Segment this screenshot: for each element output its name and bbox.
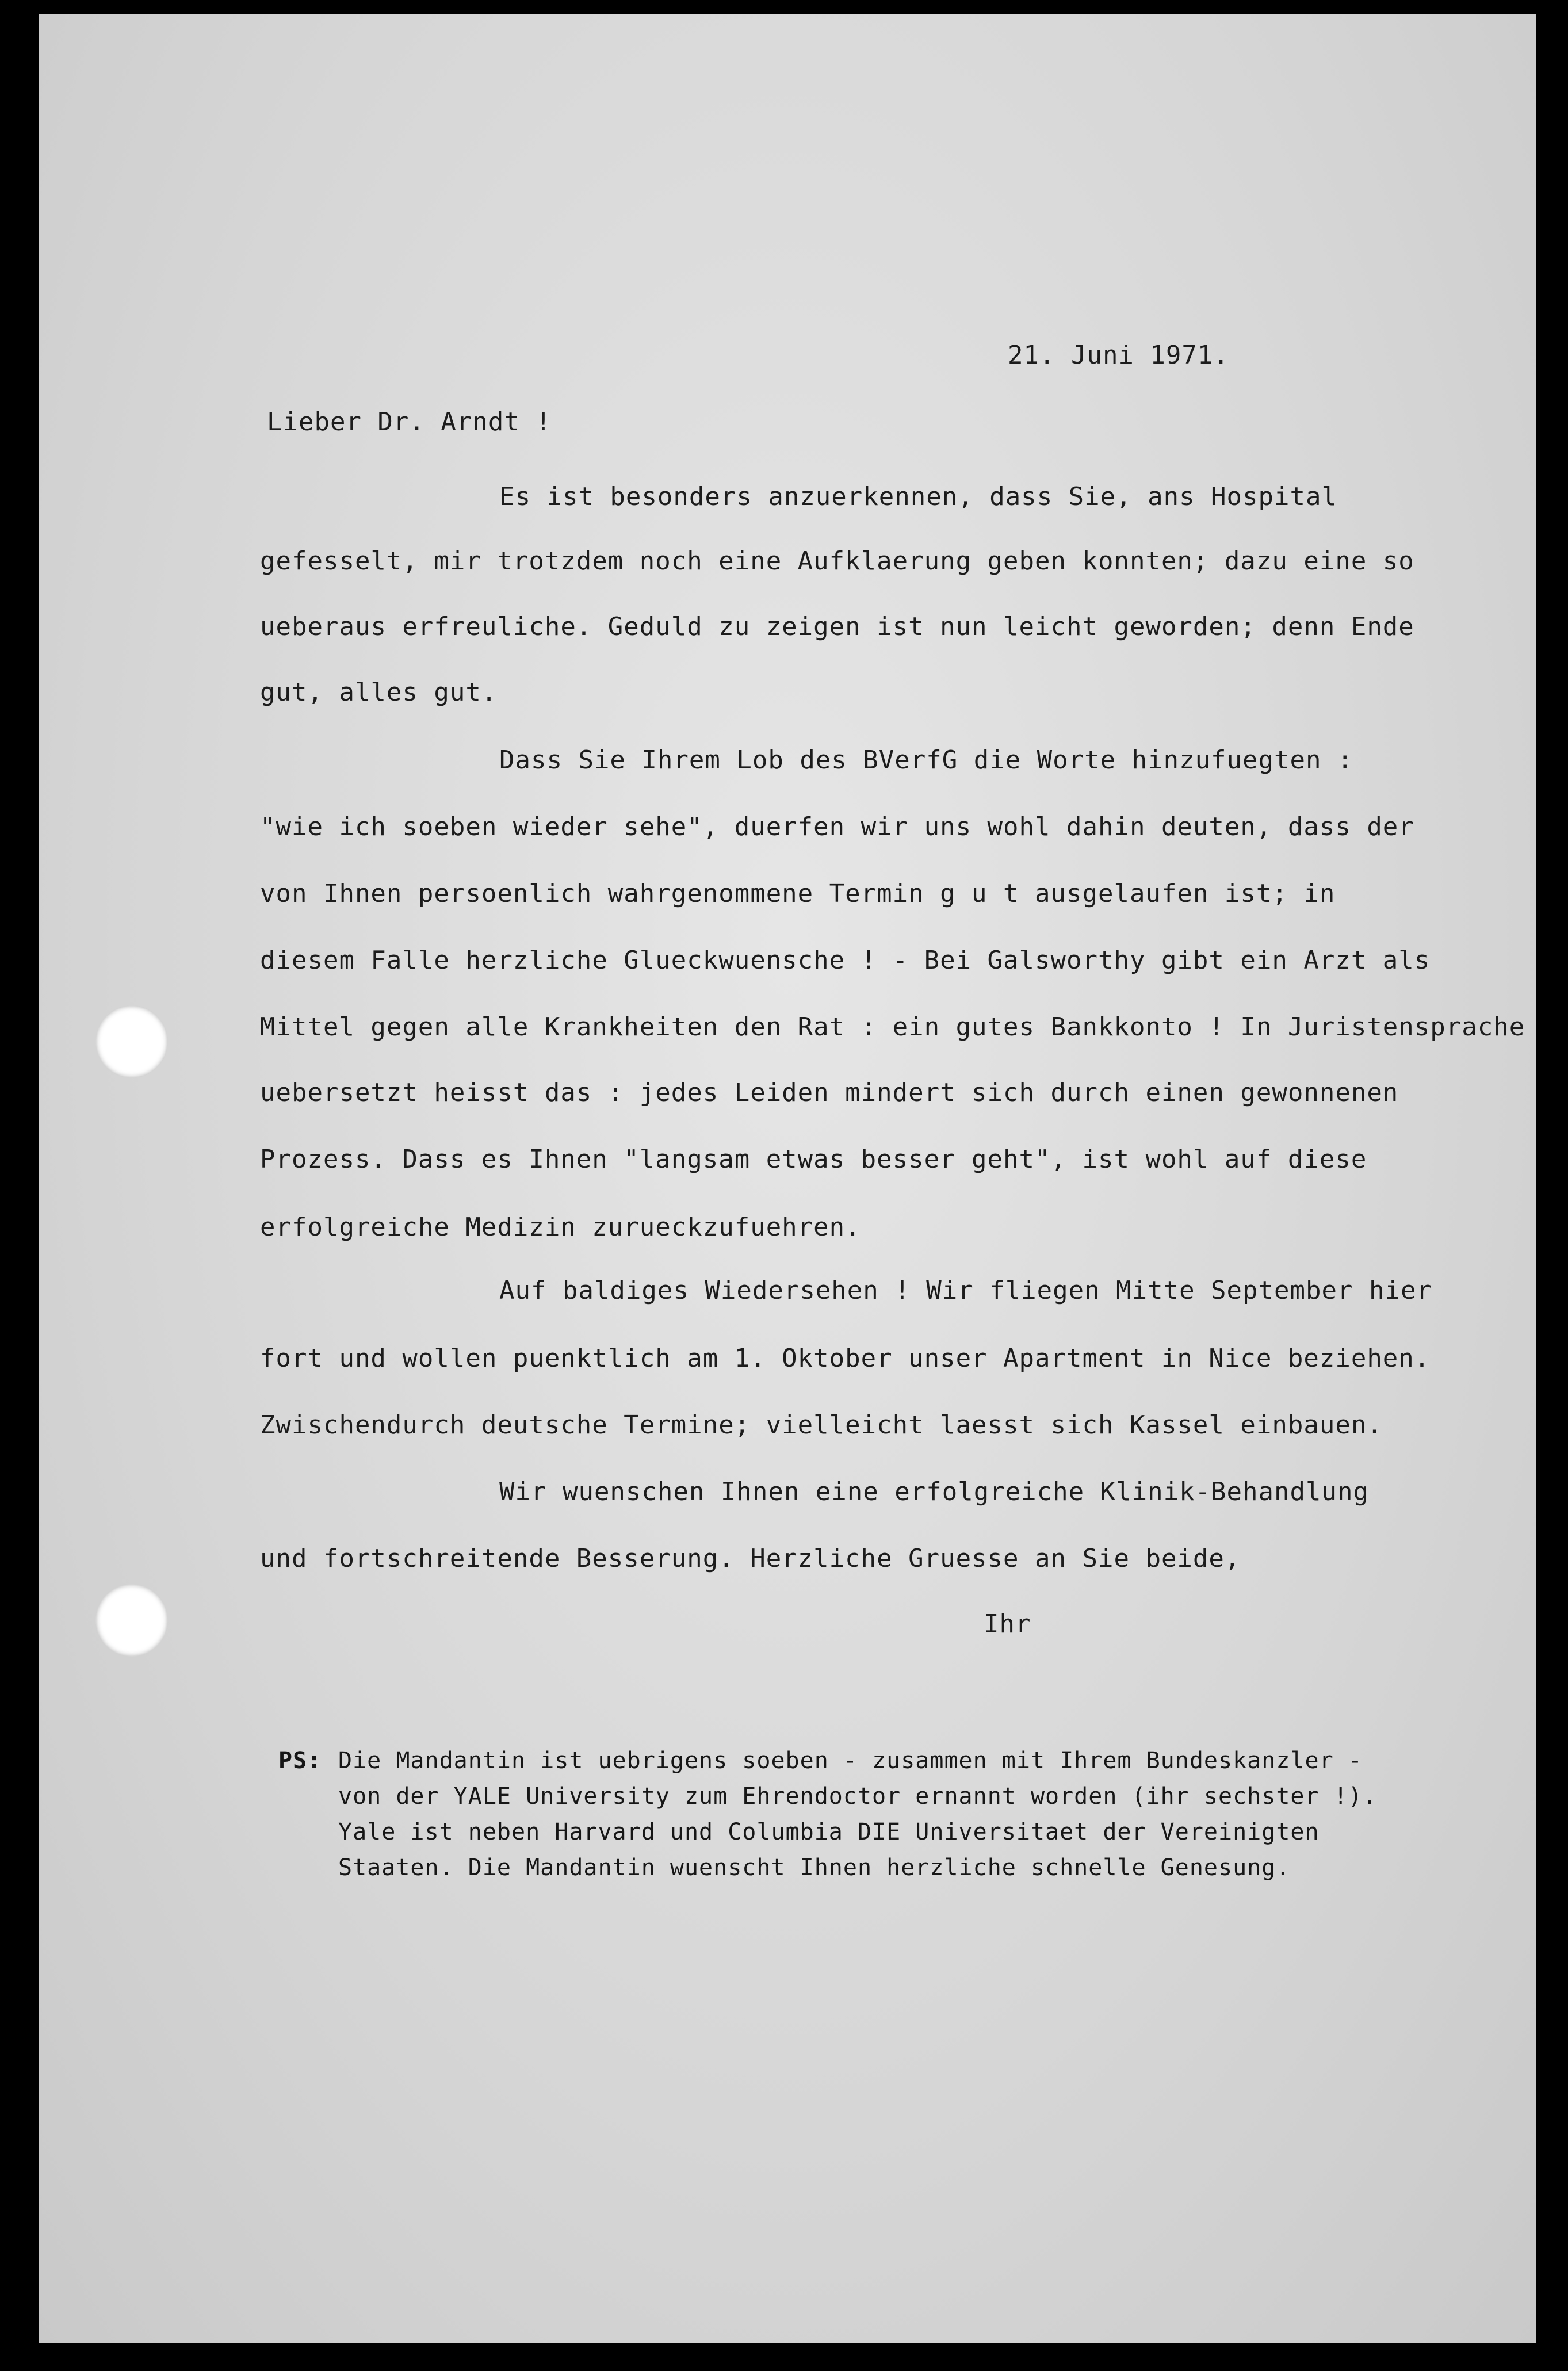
postscript-line: Yale ist neben Harvard und Columbia DIE Universitaet der Vereinigten [338, 1819, 1320, 1845]
paragraph-2-line: Mittel gegen alle Krankheiten den Rat : ein gutes Bankkonto ! In Juristensprache [260, 1012, 1525, 1042]
paragraph-1-line: gefesselt, mir trotzdem noch eine Aufklaerung geben konnten; dazu eine so [260, 546, 1414, 576]
paragraph-2-line: diesem Falle herzliche Glueckwuensche ! - Bei Galsworthy gibt ein Arzt als [260, 946, 1431, 975]
paragraph-4-line: Wir wuenschen Ihnen eine erfolgreiche Klinik-Behandlung [499, 1477, 1369, 1506]
paragraph-4-line: und fortschreitende Besserung. Herzliche Gruesse an Sie beide, [260, 1544, 1241, 1573]
paragraph-2-line: Dass Sie Ihrem Lob des BVerfG die Worte hinzufuegten : [499, 745, 1353, 775]
paragraph-3-line: fort und wollen puenktlich am 1. Oktober unser Apartment in Nice beziehen. [260, 1344, 1431, 1373]
punch-hole [95, 1584, 168, 1657]
postscript-line: Die Mandantin ist uebrigens soeben - zusammen mit Ihrem Bundeskanzler - [338, 1747, 1363, 1774]
letter-page [39, 14, 1536, 2343]
postscript-label: PS: [278, 1747, 322, 1774]
paragraph-3-line: Auf baldiges Wiedersehen ! Wir fliegen Mitte September hier [499, 1276, 1432, 1305]
paragraph-1-line: ueberaus erfreuliche. Geduld zu zeigen ist nun leicht geworden; denn Ende [260, 612, 1414, 641]
paragraph-1-line: Es ist besonders anzuerkennen, dass Sie, ans Hospital [499, 482, 1337, 511]
paragraph-1-line: gut, alles gut. [260, 678, 498, 707]
paragraph-2-line: uebersetzt heisst das : jedes Leiden mindert sich durch einen gewonnenen [260, 1078, 1399, 1107]
paragraph-2-line: erfolgreiche Medizin zurueckzufuehren. [260, 1213, 861, 1242]
salutation: Lieber Dr. Arndt ! [267, 407, 552, 437]
paragraph-2-line: "wie ich soeben wieder sehe", duerfen wir uns wohl dahin deuten, dass der [260, 812, 1414, 842]
letter-date: 21. Juni 1971. [1008, 341, 1229, 370]
paragraph-2-line: Prozess. Dass es Ihnen "langsam etwas besser geht", ist wohl auf diese [260, 1145, 1367, 1174]
postscript-line: von der YALE University zum Ehrendoctor ernannt worden (ihr sechster !). [338, 1783, 1377, 1810]
paragraph-3-line: Zwischendurch deutsche Termine; vielleicht laesst sich Kassel einbauen. [260, 1410, 1383, 1440]
punch-hole [95, 1005, 168, 1078]
postscript-line: Staaten. Die Mandantin wuenscht Ihnen herzliche schnelle Genesung. [338, 1854, 1291, 1881]
paragraph-2-line: von Ihnen persoenlich wahrgenommene Termin g u t ausgelaufen ist; in [260, 879, 1336, 908]
closing: Ihr [984, 1609, 1031, 1639]
